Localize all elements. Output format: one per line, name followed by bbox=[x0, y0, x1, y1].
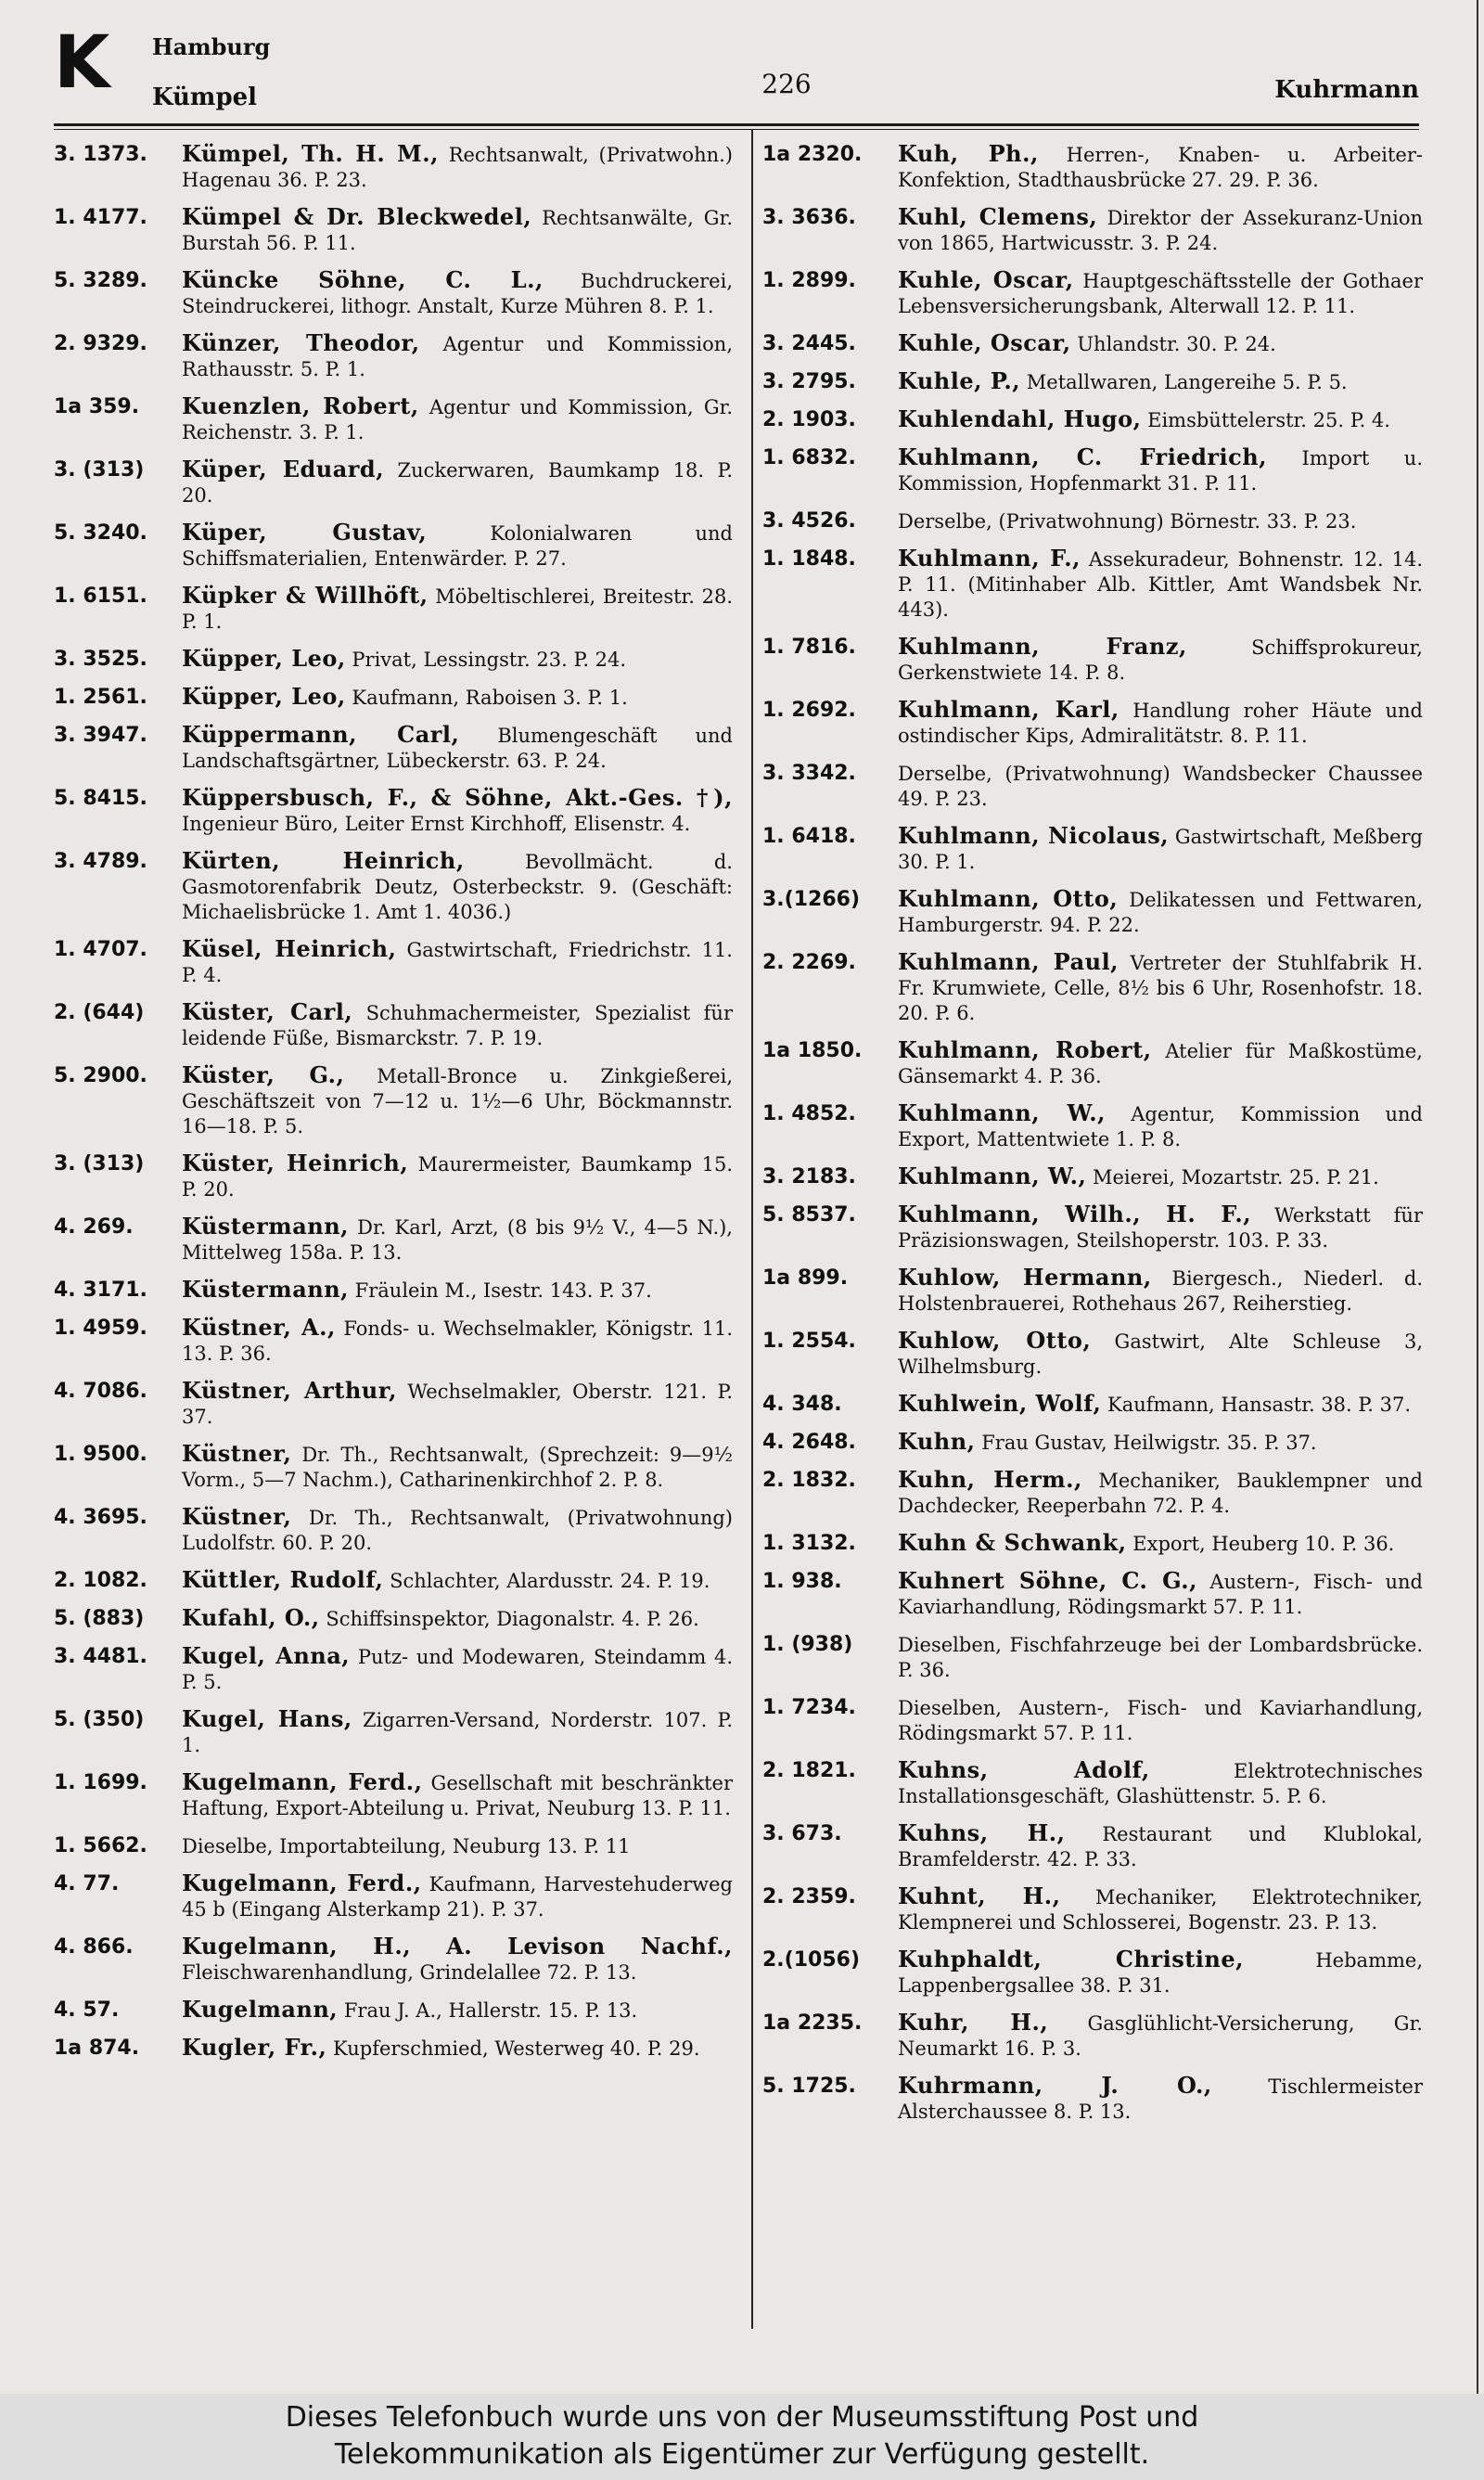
directory-entry bbox=[54, 1378, 733, 1430]
directory-entry bbox=[762, 1883, 1423, 1935]
subscriber-name: Küster, Carl, bbox=[182, 998, 353, 1025]
entry-details: Dr. Th., Rechtsanwalt, (Privatwohnung) Ludolfstr. 60. P. 20. bbox=[182, 1507, 733, 1554]
directory-entry bbox=[54, 1870, 733, 1922]
subscriber-name: Kuhlow, Otto, bbox=[898, 1327, 1092, 1354]
phone-number: 1. 9500. bbox=[54, 1443, 147, 1466]
directory-entry bbox=[762, 1391, 1423, 1418]
directory-entry bbox=[762, 1530, 1423, 1557]
entry-details: Frau Gustav, Heilwigstr. 35. P. 37. bbox=[975, 1432, 1317, 1454]
directory-entry bbox=[762, 697, 1423, 749]
subscriber-name: Kuhlmann, C. Friedrich, bbox=[898, 443, 1268, 470]
phone-number: 1. 7234. bbox=[762, 1696, 856, 1719]
phone-number: 1a 899. bbox=[762, 1266, 849, 1290]
subscriber-name: Kuhlow, Hermann, bbox=[898, 1264, 1152, 1291]
subscriber-name: Kuhns, Adolf, bbox=[898, 1756, 1150, 1783]
phone-number: 1. 6151. bbox=[54, 585, 147, 608]
subscriber-name: Kuhr, H., bbox=[898, 2009, 1049, 2036]
entry-details: Agentur und Kommission, Gr. Reichenstr. 3. P. 1. bbox=[182, 396, 734, 443]
subscriber-name: Kuhle, Oscar, bbox=[898, 266, 1074, 293]
directory-entry bbox=[762, 1947, 1423, 1998]
directory-entry bbox=[54, 1062, 733, 1139]
subscriber-name: Küper, Gustav, bbox=[182, 519, 428, 546]
entry-details: Zigarren-Versand, Norderstr. 107. P. 1. bbox=[182, 1709, 734, 1756]
subscriber-name: Kuhn, bbox=[898, 1428, 976, 1455]
entry-details: Biergesch., Niederl. d. Holstenbrauerei, Rothehaus 267, Reiherstieg. bbox=[898, 1267, 1423, 1315]
directory-entry bbox=[54, 456, 733, 508]
entry-details: Direktor der Assekuranz-Union von 1865, Hartwicusstr. 3. P. 24. bbox=[898, 207, 1423, 254]
directory-entry bbox=[54, 1605, 733, 1632]
directory-entry bbox=[762, 204, 1423, 256]
entry-details: Wechselmakler, Oberstr. 121. P. 37. bbox=[182, 1381, 733, 1428]
entry-details: Fräulein M., Isestr. 143. P. 37. bbox=[349, 1279, 652, 1302]
entry-details: Möbeltischlerei, Breitestr. 28. P. 1. bbox=[182, 585, 733, 633]
directory-entry bbox=[54, 1832, 733, 1859]
phone-number: 4. 7086. bbox=[54, 1380, 147, 1403]
directory-entry bbox=[54, 1214, 733, 1266]
directory-entry bbox=[762, 1328, 1423, 1380]
entry-details: Atelier für Maßkostüme, Gänsemarkt 4. P. 36. bbox=[898, 1040, 1423, 1087]
phone-number: 4. 348. bbox=[762, 1393, 842, 1416]
directory-entry bbox=[762, 634, 1423, 686]
entry-details: Gesellschaft mit beschränkter Haftung, Export-Abteilung u. Privat, Neuburg 13. P. 11. bbox=[182, 1772, 733, 1819]
entry-details: Schiffsprokureur, Gerkenstwiete 14. P. 8. bbox=[898, 636, 1423, 684]
entry-details: Gastwirt, Alte Schleuse 3, Wilhelmsburg. bbox=[898, 1330, 1423, 1378]
entry-details: Agentur, Kommission und Export, Mattentwiete 1. P. 8. bbox=[898, 1103, 1424, 1150]
left-column bbox=[54, 141, 733, 2073]
entry-details: Kolonialwaren und Schiffsmaterialien, Entenwärder. P. 27. bbox=[182, 522, 733, 570]
subscriber-name: Kugel, Anna, bbox=[182, 1642, 351, 1669]
phone-number: 1a 2320. bbox=[762, 143, 863, 166]
phone-number: 5. 2900. bbox=[54, 1064, 147, 1087]
phone-number: 1. 6832. bbox=[762, 446, 856, 469]
subscriber-name: Kuhle, P., bbox=[898, 367, 1021, 394]
entry-details: Fleischwarenhandlung, Grindelallee 72. P. 13. bbox=[182, 1961, 637, 1984]
phone-number: 4. 3695. bbox=[54, 1506, 147, 1529]
entry-details: Gasglühlicht-Versicherung, Gr. Neumarkt 16. P. 3. bbox=[898, 2012, 1423, 2060]
subscriber-name: Küppersbusch, F., & Söhne, Akt.-Ges. †), bbox=[182, 784, 733, 811]
directory-entry bbox=[762, 1163, 1423, 1190]
subscriber-name: Kuhlmann, Franz, bbox=[898, 633, 1187, 660]
directory-entry bbox=[762, 368, 1423, 395]
phone-number: 3. 3636. bbox=[762, 206, 856, 229]
directory-entry bbox=[54, 1150, 733, 1202]
phone-number: 1a 1850. bbox=[762, 1039, 863, 1062]
directory-entry bbox=[762, 1757, 1423, 1809]
phone-number: 1. (938) bbox=[762, 1633, 853, 1656]
directory-entry bbox=[54, 583, 733, 635]
subscriber-name: Küstner, A., bbox=[182, 1314, 336, 1341]
directory-entry bbox=[54, 1441, 733, 1493]
subscriber-name: Kuhlmann, W., bbox=[898, 1163, 1087, 1189]
phone-number: 3. 673. bbox=[762, 1822, 842, 1845]
entry-details: Rechtsanwalt, (Privatwohn.) Hagenau 36. P. 23. bbox=[182, 144, 733, 191]
phone-number: 5. 8537. bbox=[762, 1203, 856, 1227]
directory-entry bbox=[762, 1631, 1423, 1683]
subscriber-name: Kuhlmann, Robert, bbox=[898, 1036, 1152, 1063]
subscriber-name: Küstner, Arthur, bbox=[182, 1377, 397, 1404]
section-letter: K bbox=[54, 21, 109, 105]
phone-number: 2. 1832. bbox=[762, 1469, 856, 1492]
entry-details: Vertreter der Stuhlfabrik H. Fr. Krumwiete, Celle, 8½ bis 6 Uhr, Rosenhofstr. 18. 20. P. 6. bbox=[898, 952, 1424, 1024]
subscriber-name: Kugler, Fr., bbox=[182, 2034, 327, 2061]
phone-number: 2. 9329. bbox=[54, 332, 147, 355]
directory-entry bbox=[54, 1934, 733, 1985]
subscriber-name: Küstermann, bbox=[182, 1213, 349, 1240]
entry-details: Metallwaren, Langereihe 5. P. 5. bbox=[1020, 371, 1348, 393]
directory-entry bbox=[54, 1997, 733, 2024]
header-last-entry: Kuhrmann bbox=[1274, 76, 1419, 104]
directory-entry bbox=[762, 1037, 1423, 1089]
phone-number: 3. 3342. bbox=[762, 762, 856, 785]
subscriber-name: Kuhlmann, W., bbox=[898, 1099, 1106, 1126]
subscriber-name: Küper, Eduard, bbox=[182, 456, 385, 482]
entry-details: Ingenieur Büro, Leiter Ernst Kirchhoff, Elisenstr. 4. bbox=[182, 813, 691, 835]
directory-entry bbox=[54, 2035, 733, 2062]
subscriber-name: Kümpel, Th. H. M., bbox=[182, 140, 439, 167]
phone-number: 1. 6418. bbox=[762, 825, 856, 848]
directory-entry bbox=[762, 2073, 1423, 2125]
phone-number: 5. (883) bbox=[54, 1607, 145, 1630]
directory-entry bbox=[762, 760, 1423, 812]
phone-number: 1. 2561. bbox=[54, 686, 147, 709]
entry-details: Schiffsinspektor, Diagonalstr. 4. P. 26. bbox=[319, 1608, 699, 1630]
subscriber-name: Kuhlmann, F., bbox=[898, 545, 1081, 572]
entry-details: Werkstatt für Präzisionswagen, Steilshoperstr. 103. P. 33. bbox=[898, 1204, 1423, 1252]
directory-entry bbox=[54, 646, 733, 673]
phone-number: 2. 1821. bbox=[762, 1759, 856, 1782]
subscriber-name: Kuhl, Clemens, bbox=[898, 203, 1098, 230]
subscriber-name: Kugelmann, H., A. Levison Nachf., bbox=[182, 1933, 733, 1960]
phone-number: 2. 1903. bbox=[762, 408, 856, 431]
phone-number: 4. 57. bbox=[54, 1998, 120, 2022]
phone-number: 1. 7816. bbox=[762, 636, 856, 659]
directory-entry bbox=[762, 2010, 1423, 2062]
entry-details: Kaufmann, Hansastr. 38. P. 37. bbox=[1101, 1394, 1411, 1416]
phone-number: 2. 2269. bbox=[762, 951, 856, 974]
phone-number: 2.(1056) bbox=[762, 1948, 861, 1972]
phone-number: 5. 8415. bbox=[54, 787, 147, 810]
directory-entry bbox=[54, 1277, 733, 1304]
entry-details: Agentur und Kommission, Rathausstr. 5. P. 1. bbox=[182, 333, 733, 380]
phone-number: 2. 2359. bbox=[762, 1885, 856, 1908]
directory-entry bbox=[762, 330, 1423, 357]
directory-entry bbox=[762, 1467, 1423, 1519]
header-city: Hamburg bbox=[152, 33, 271, 60]
phone-number: 3. (313) bbox=[54, 458, 145, 482]
subscriber-name: Künzer, Theodor, bbox=[182, 329, 420, 356]
directory-entry bbox=[762, 1568, 1423, 1620]
directory-entry bbox=[54, 1504, 733, 1556]
subscriber-name: Kuhphaldt, Christine, bbox=[898, 1946, 1244, 1972]
directory-entry bbox=[54, 330, 733, 382]
phone-number: 2. (644) bbox=[54, 1001, 145, 1024]
phone-number: 1a 2235. bbox=[762, 2011, 863, 2035]
directory-entry bbox=[762, 823, 1423, 875]
subscriber-name: Küpker & Willhöft, bbox=[182, 582, 429, 609]
directory-entry bbox=[54, 848, 733, 925]
phone-number: 1. 2554. bbox=[762, 1330, 856, 1353]
subscriber-name: Küster, G., bbox=[182, 1061, 345, 1088]
entry-details: Gastwirtschaft, Friedrichstr. 11. P. 4. bbox=[182, 939, 733, 986]
subscriber-name: Kuhns, H., bbox=[898, 1819, 1066, 1846]
entry-details: Derselbe, (Privatwohnung) Börnestr. 33. P. 23. bbox=[898, 510, 1357, 533]
right-column bbox=[762, 141, 1423, 2136]
directory-entry bbox=[762, 546, 1423, 623]
phone-number: 3. 4526. bbox=[762, 509, 856, 533]
entry-details: Assekuradeur, Bohnenstr. 12. 14. P. 11. (Mitinhaber Alb. Kittler, Amt Wandsbek Nr. 443). bbox=[898, 548, 1423, 621]
directory-entry bbox=[54, 204, 733, 256]
directory-entry bbox=[762, 444, 1423, 496]
entry-details: Dieselben, Austern-, Fisch- und Kaviarhandlung, Rödingsmarkt 57. P. 11. bbox=[898, 1697, 1423, 1744]
entry-details: Hebamme, Lappenbergsallee 38. P. 31. bbox=[898, 1949, 1423, 1997]
subscriber-name: Kuhlmann, Wilh., H. F., bbox=[898, 1201, 1252, 1227]
entry-details: Eimsbüttelerstr. 25. P. 4. bbox=[1141, 409, 1390, 431]
directory-entry bbox=[54, 1706, 733, 1758]
page-edge-line bbox=[1477, 0, 1478, 2394]
phone-number: 4. 2648. bbox=[762, 1431, 856, 1454]
entry-details: Dr. Th., Rechtsanwalt, (Sprechzeit: 9—9½ Vorm., 5—7 Nachm.), Catharinenkirchhof 2. P. 8. bbox=[182, 1444, 733, 1491]
phone-number: 1. 4959. bbox=[54, 1317, 147, 1340]
entry-details: Uhlandstr. 30. P. 24. bbox=[1070, 333, 1276, 355]
page-header bbox=[54, 21, 1419, 128]
directory-entry bbox=[762, 406, 1423, 433]
directory-entry bbox=[762, 141, 1423, 193]
phone-number: 4. 77. bbox=[54, 1872, 120, 1895]
entry-details: Herren-, Knaben- u. Arbeiter-Konfektion, Stadthausbrücke 27. 29. P. 36. bbox=[898, 144, 1423, 191]
header-first-entry: Kümpel bbox=[152, 84, 258, 111]
directory-entry bbox=[54, 936, 733, 988]
subscriber-name: Kugel, Hans, bbox=[182, 1705, 352, 1732]
subscriber-name: Kuhrmann, J. O., bbox=[898, 2072, 1212, 2099]
directory-entry bbox=[762, 1201, 1423, 1253]
subscriber-name: Küttler, Rudolf, bbox=[182, 1566, 384, 1593]
phone-number: 3. 4789. bbox=[54, 850, 147, 873]
entry-details: Mechaniker, Bauklempner und Dachdecker, Reeperbahn 72. P. 4. bbox=[898, 1470, 1423, 1517]
subscriber-name: Kürten, Heinrich, bbox=[182, 847, 465, 874]
phone-number: 3. 2445. bbox=[762, 332, 856, 355]
entry-details: Metall-Bronce u. Zinkgießerei, Geschäftszeit von 7—12 u. 1½—6 Uhr, Böckmannstr. 16—18. P. 5. bbox=[182, 1065, 734, 1137]
subscriber-name: Kuhlmann, Karl, bbox=[898, 696, 1119, 723]
subscriber-name: Kuhlmann, Otto, bbox=[898, 885, 1119, 912]
directory-entry bbox=[54, 393, 733, 445]
phone-number: 1. 1848. bbox=[762, 547, 856, 571]
subscriber-name: Kuhn, Herm., bbox=[898, 1466, 1082, 1493]
subscriber-name: Kuhn & Schwank, bbox=[898, 1529, 1127, 1556]
entry-details: Import u. Kommission, Hopfenmarkt 31. P. 11. bbox=[898, 447, 1424, 495]
column-divider bbox=[751, 130, 753, 2329]
entry-details: Handlung roher Häute und ostindischer Kips, Admiralitätstr. 8. P. 11. bbox=[898, 700, 1423, 747]
header-rule-thin bbox=[54, 129, 1419, 130]
directory-entry bbox=[54, 1769, 733, 1821]
subscriber-name: Kuhle, Oscar, bbox=[898, 329, 1071, 356]
entry-details: Austern-, Fisch- und Kaviarhandlung, Rödingsmarkt 57. P. 11. bbox=[898, 1571, 1424, 1618]
entry-details: Buchdruckerei, Steindruckerei, lithogr. Anstalt, Kurze Mühren 8. P. 1. bbox=[182, 270, 733, 317]
phone-number: 5. 1725. bbox=[762, 2075, 856, 2098]
phone-number: 3.(1266) bbox=[762, 888, 861, 911]
subscriber-name: Kuhlmann, Nicolaus, bbox=[898, 822, 1170, 849]
entry-details: Tischlermeister Alsterchaussee 8. P. 13. bbox=[898, 2075, 1423, 2123]
phone-number: 4. 3171. bbox=[54, 1279, 147, 1302]
entry-details: Blumengeschäft und Landschaftsgärtner, Lübeckerstr. 63. P. 24. bbox=[182, 725, 733, 772]
phone-number: 3. 1373. bbox=[54, 143, 147, 166]
entry-details: Export, Heuberg 10. P. 36. bbox=[1126, 1533, 1395, 1555]
subscriber-name: Kuh, Ph., bbox=[898, 140, 1039, 167]
directory-entry bbox=[762, 1820, 1423, 1872]
entry-details: Dieselben, Fischfahrzeuge bei der Lombardsbrücke. P. 36. bbox=[898, 1634, 1423, 1681]
directory-entry bbox=[762, 1429, 1423, 1456]
entry-details: Zuckerwaren, Baumkamp 18. P. 20. bbox=[182, 459, 733, 507]
directory-entry bbox=[54, 1643, 733, 1695]
subscriber-name: Kuhnert Söhne, C. G., bbox=[898, 1567, 1197, 1594]
subscriber-name: Küsel, Heinrich, bbox=[182, 935, 397, 962]
phone-number: 3. (313) bbox=[54, 1152, 145, 1176]
entry-details: Elektrotechnisches Installationsgeschäft, Glashüttenstr. 5. P. 6. bbox=[898, 1760, 1423, 1807]
phone-number: 5. 3289. bbox=[54, 269, 147, 292]
subscriber-name: Küstermann, bbox=[182, 1276, 349, 1303]
entry-details: Rechtsanwälte, Gr. Burstah 56. P. 11. bbox=[182, 207, 733, 254]
phone-number: 4. 866. bbox=[54, 1935, 134, 1959]
phone-number: 1. 938. bbox=[762, 1570, 842, 1593]
directory-entry bbox=[54, 1315, 733, 1367]
subscriber-name: Kugelmann, Ferd., bbox=[182, 1768, 423, 1795]
subscriber-name: Kümpel & Dr. Bleckwedel, bbox=[182, 203, 532, 230]
entry-details: Gastwirtschaft, Meßberg 30. P. 1. bbox=[898, 826, 1424, 873]
phone-number: 3. 2183. bbox=[762, 1165, 856, 1189]
subscriber-name: Küster, Heinrich, bbox=[182, 1150, 409, 1176]
directory-entry bbox=[54, 141, 733, 193]
entry-details: Schlachter, Alardusstr. 24. P. 19. bbox=[383, 1570, 710, 1592]
subscriber-name: Küstner, bbox=[182, 1440, 292, 1467]
directory-entry bbox=[762, 1265, 1423, 1317]
directory-entry bbox=[762, 1694, 1423, 1746]
directory-entry bbox=[54, 520, 733, 572]
directory-entry bbox=[762, 886, 1423, 938]
subscriber-name: Kuhlwein, Wolf, bbox=[898, 1390, 1102, 1417]
directory-entry bbox=[54, 722, 733, 774]
subscriber-name: Kuenzlen, Robert, bbox=[182, 392, 419, 419]
subscriber-name: Kuhlendahl, Hugo, bbox=[898, 405, 1142, 432]
page-number: 226 bbox=[761, 69, 812, 99]
entry-details: Putz- und Modewaren, Steindamm 4. P. 5. bbox=[182, 1646, 733, 1693]
phone-number: 2. 1082. bbox=[54, 1569, 147, 1592]
directory-entry bbox=[54, 1567, 733, 1594]
phone-number: 1. 4852. bbox=[762, 1102, 856, 1125]
entry-details: Delikatessen und Fettwaren, Hamburgerstr. 94. P. 22. bbox=[898, 889, 1423, 936]
phone-number: 5. 3240. bbox=[54, 521, 147, 545]
subscriber-name: Kugelmann, bbox=[182, 1996, 339, 2023]
directory-entry bbox=[54, 999, 733, 1051]
phone-number: 1a 359. bbox=[54, 395, 140, 418]
phone-number: 1. 4707. bbox=[54, 938, 147, 961]
entry-details: Kaufmann, Harvestehuderweg 45 b (Eingang Alsterkamp 21). P. 37. bbox=[182, 1873, 733, 1921]
phone-number: 3. 2795. bbox=[762, 370, 856, 393]
subscriber-name: Kuhlmann, Paul, bbox=[898, 948, 1119, 975]
directory-entry bbox=[762, 267, 1423, 319]
phone-number: 1. 2692. bbox=[762, 699, 856, 722]
phone-number: 4. 269. bbox=[54, 1215, 134, 1239]
subscriber-name: Küncke Söhne, C. L., bbox=[182, 266, 544, 293]
phone-number: 1. 1699. bbox=[54, 1771, 147, 1794]
subscriber-name: Küpper, Leo, bbox=[182, 683, 346, 710]
entry-details: Maurermeister, Baumkamp 15. P. 20. bbox=[182, 1153, 734, 1201]
directory-entry bbox=[54, 684, 733, 711]
entry-details: Mechaniker, Elektrotechniker, Klempnerei und Schlosserei, Bogenstr. 23. P. 13. bbox=[898, 1886, 1423, 1934]
entry-details: Derselbe, (Privatwohnung) Wandsbecker Chaussee 49. P. 23. bbox=[898, 763, 1423, 810]
entry-details: Meierei, Mozartstr. 25. P. 21. bbox=[1086, 1166, 1379, 1189]
directory-entry bbox=[54, 785, 733, 837]
entry-details: Schuhmachermeister, Spezialist für leidende Füße, Bismarckstr. 7. P. 19. bbox=[182, 1002, 733, 1049]
phone-number: 5. (350) bbox=[54, 1708, 145, 1731]
directory-entry bbox=[54, 267, 733, 319]
entry-details: Fonds- u. Wechselmakler, Königstr. 11. 13. P. 36. bbox=[182, 1317, 733, 1365]
entry-details: Dieselbe, Importabteilung, Neuburg 13. P. 11 bbox=[182, 1835, 631, 1857]
directory-entry bbox=[762, 508, 1423, 534]
entry-details: Dr. Karl, Arzt, (8 bis 9½ V., 4—5 N.), Mittelweg 158a. P. 13. bbox=[182, 1216, 733, 1264]
entry-details: Restaurant und Klublokal, Bramfelderstr. 42. P. 33. bbox=[898, 1823, 1423, 1870]
entry-details: Frau J. A., Hallerstr. 15. P. 13. bbox=[338, 1999, 638, 2022]
phone-number: 3. 3525. bbox=[54, 648, 147, 671]
subscriber-name: Küpper, Leo, bbox=[182, 645, 346, 672]
phone-number: 3. 3947. bbox=[54, 724, 147, 747]
phone-number: 1. 5662. bbox=[54, 1834, 147, 1857]
footer-line-2: Telekommunikation als Eigentümer zur Verfügung gestellt. bbox=[334, 2438, 1150, 2471]
entry-details: Kupferschmied, Westerweg 40. P. 29. bbox=[326, 2037, 700, 2060]
phone-number: 1. 4177. bbox=[54, 206, 147, 229]
phone-number: 1. 2899. bbox=[762, 269, 856, 292]
entry-details: Bevollmächt. d. Gasmotorenfabrik Deutz, Osterbeckstr. 9. (Geschäft: Michaelisbrücke 1. Amt 1. 4036.) bbox=[182, 851, 733, 923]
directory-entry bbox=[762, 949, 1423, 1026]
directory-entry bbox=[762, 1100, 1423, 1152]
footer-line-1: Dieses Telefonbuch wurde uns von der Museumsstiftung Post und bbox=[285, 2401, 1199, 2434]
subscriber-name: Küppermann, Carl, bbox=[182, 721, 460, 748]
header-rule bbox=[54, 123, 1419, 126]
phone-number: 1. 3132. bbox=[762, 1532, 856, 1555]
phone-number: 3. 4481. bbox=[54, 1645, 147, 1668]
subscriber-name: Kuhnt, H., bbox=[898, 1882, 1061, 1909]
footer-notice bbox=[0, 2394, 1484, 2480]
subscriber-name: Kufahl, O., bbox=[182, 1604, 320, 1631]
phone-number: 1a 874. bbox=[54, 2037, 140, 2060]
entry-details: Privat, Lessingstr. 23. P. 24. bbox=[345, 649, 627, 671]
subscriber-name: Küstner, bbox=[182, 1503, 292, 1530]
entry-details: Hauptgeschäftsstelle der Gothaer Lebensversicherungsbank, Alterwall 12. P. 11. bbox=[898, 270, 1423, 317]
subscriber-name: Kugelmann, Ferd., bbox=[182, 1870, 422, 1896]
entry-details: Kaufmann, Raboisen 3. P. 1. bbox=[345, 687, 628, 709]
